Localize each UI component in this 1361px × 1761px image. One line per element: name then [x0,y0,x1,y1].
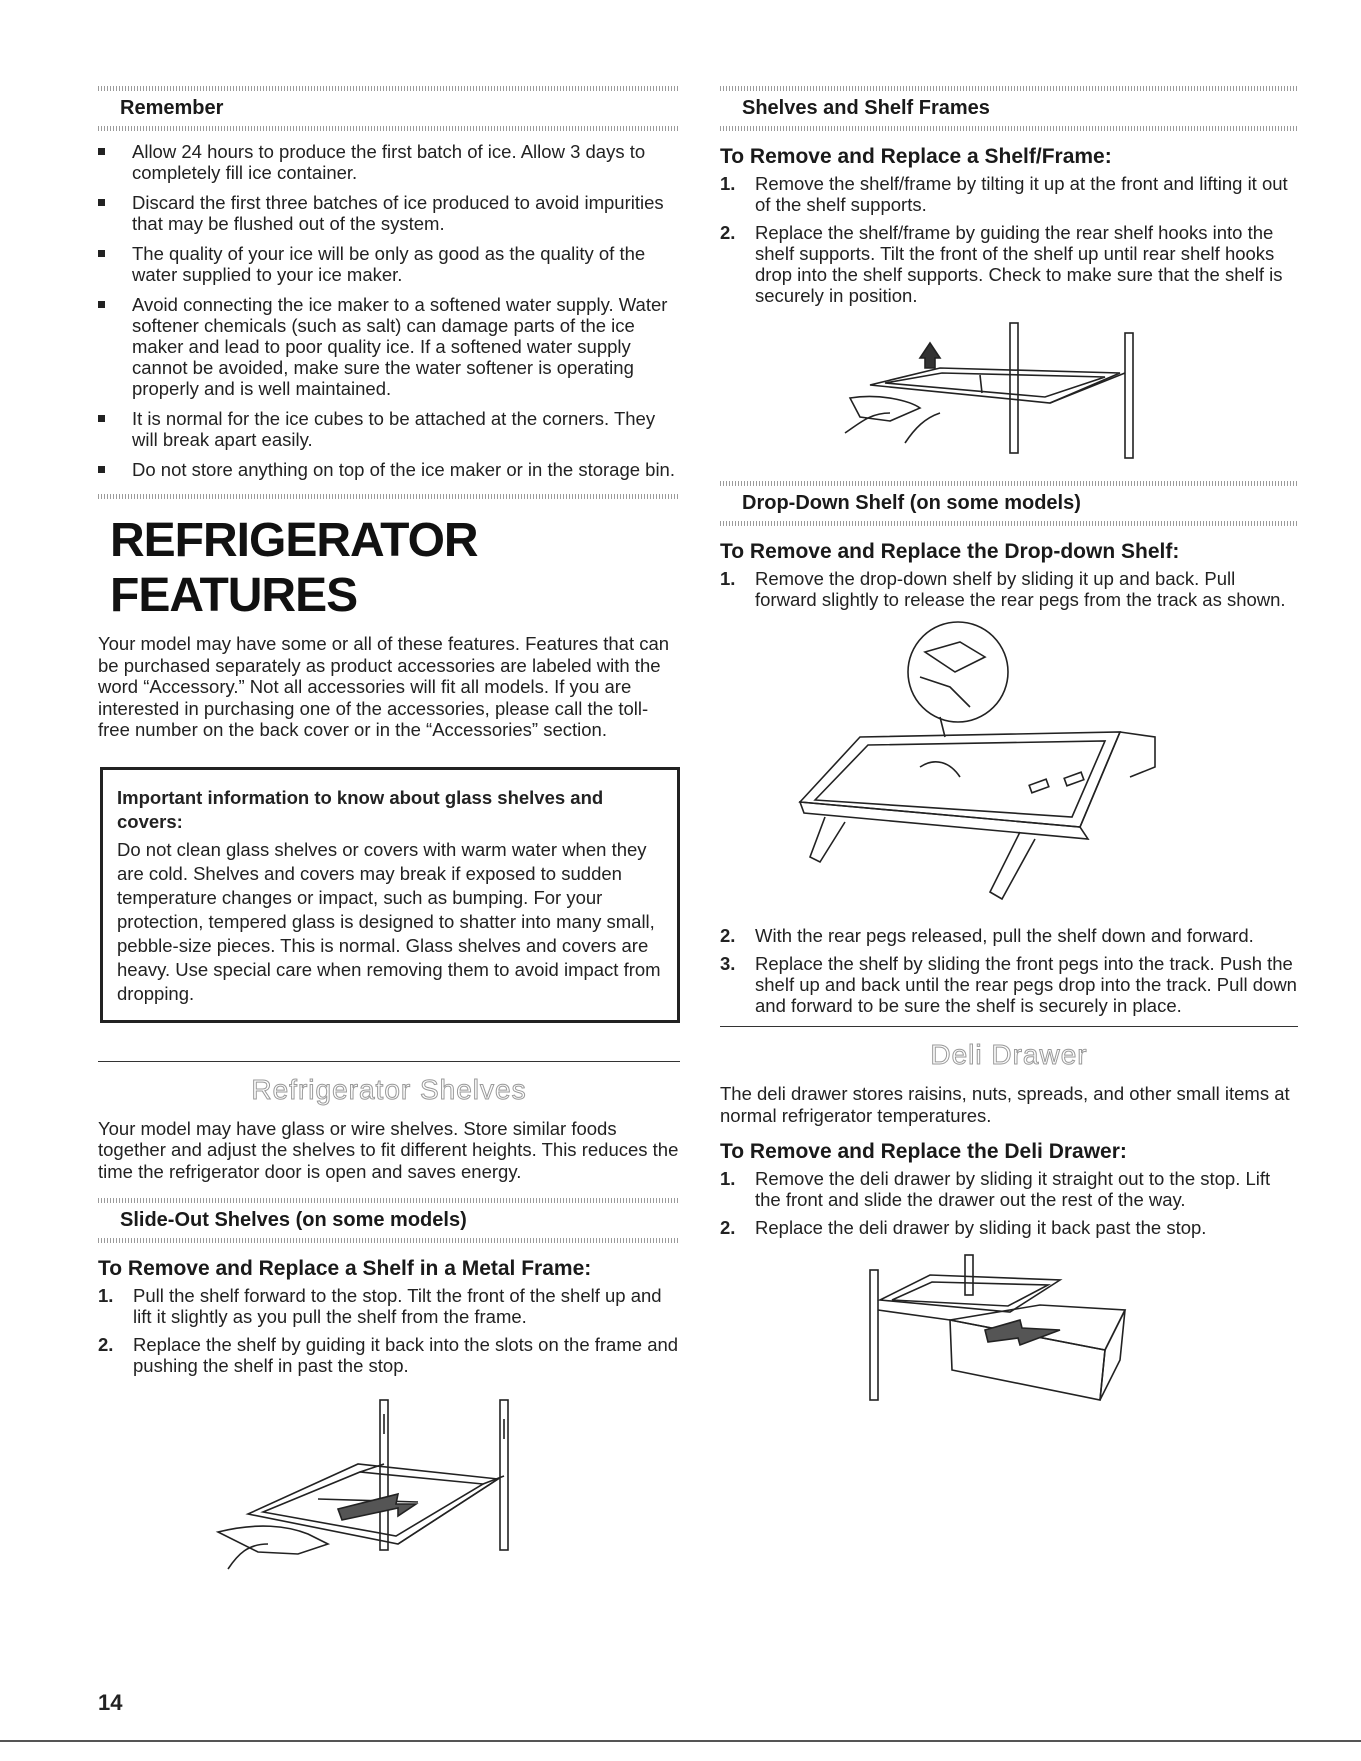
slideout-procedure: To Remove and Replace a Shelf in a Metal Frame: [98,1257,592,1280]
page-number: 14 [98,1690,123,1715]
important-text: Do not clean glass shelves or covers with warm water when they are cold. Shelves and covers may break if exposed to sudden temperature changes or impact, such as bumping. For your protection, tempered glass is designed to shatter into many small, pebble-size pieces. This is normal. Glass shelves and covers are heavy. Use special care when removing them to avoid impact from dropping. [117,838,661,1004]
remember-heading: Remember [120,97,224,119]
deli-drawer-illustration [720,1250,1298,1450]
slideout-shelf-illustration [98,1394,680,1584]
deli-procedure: To Remove and Replace the Deli Drawer: [720,1140,1127,1163]
list-item: Allow 24 hours to produce the first batch of ice. Allow 3 days to completely fill ice container. [98,141,680,183]
divider [98,1238,680,1243]
list-item: 1. Remove the drop-down shelf by sliding it up and back. Pull forward slightly to release the rear pegs from the track as shown. [720,568,1286,610]
list-item: Avoid connecting the ice maker to a softened water supply. Water softener chemicals (such as salt) can damage parts of the ice maker and lead to poor quality ice. If a softened water supply cannot be avoided, make sure the water softener is operating properly and is well maintained. [98,294,680,399]
list-item: 2. Replace the shelf/frame by guiding the rear shelf hooks into the shelf supports. Tilt the front of the shelf up until rear shelf hooks drop into the shelf supports. Check to make sure that the shelf is securely in position. [720,222,1283,306]
list-item: Discard the first three batches of ice produced to avoid impurities that may be flushed out of the system. [98,192,680,234]
list-item: 2. Replace the deli drawer by sliding it back past the stop. [720,1217,1207,1238]
frames-steps [720,173,1298,306]
list-item: 2. With the rear pegs released, pull the shelf down and forward. [720,925,1254,946]
list-item: 1. Remove the shelf/frame by tilting it up at the front and lifting it out of the shelf supports. [720,173,1288,215]
divider [720,521,1298,526]
shelves-title: Refrigerator Shelves [251,1073,527,1105]
remember-list [98,141,680,480]
bottom-rule [0,1740,1361,1742]
list-item: It is normal for the ice cubes to be attached at the corners. They will break apart easily. [98,408,680,450]
divider [98,126,680,131]
list-item: 3. Replace the shelf by sliding the front pegs into the track. Push the shelf up and back until the rear pegs drop into the track. Pull down and forward to be sure the shelf is securely in place. [720,953,1297,1016]
section-rule [720,1026,1298,1027]
important-box [100,767,680,1023]
list-item: 1. Pull the shelf forward to the stop. Tilt the front of the shelf up and lift it slightly as you pull the shelf from the frame. [98,1285,662,1327]
right-column [720,86,1298,1450]
slideout-heading: Slide-Out Shelves (on some models) [120,1209,467,1231]
dropdown-steps-b [720,925,1298,1016]
divider [98,494,680,499]
frames-heading: Shelves and Shelf Frames [742,97,990,119]
deli-intro: The deli drawer stores raisins, nuts, spreads, and other small items at normal refrigerator temperatures. [720,1083,1290,1126]
left-column [98,86,680,1584]
deli-steps [720,1168,1298,1238]
dropdown-procedure: To Remove and Replace the Drop-down Shelf: [720,540,1180,563]
divider [720,126,1298,131]
dropdown-steps-a [720,568,1298,610]
frames-procedure: To Remove and Replace a Shelf/Frame: [720,145,1112,168]
deli-title: Deli Drawer [930,1039,1088,1070]
important-heading: Important information to know about glass shelves and covers: [117,786,604,832]
section-rule [98,1061,680,1062]
shelf-frame-illustration [720,313,1298,463]
dropdown-heading: Drop-Down Shelf (on some models) [742,492,1081,514]
list-item: The quality of your ice will be only as good as the quality of the water supplied to your ice maker. [98,243,680,285]
dropdown-shelf-illustration [720,617,1298,917]
list-item: 1. Remove the deli drawer by sliding it straight out to the stop. Lift the front and slide the drawer out the rest of the way. [720,1168,1271,1210]
slideout-steps [98,1285,680,1376]
features-intro: Your model may have some or all of these features. Features that can be purchased separately as product accessories are labeled with the word “Accessory.” Not all accessories will fit all models. If you are interested in purchasing one of the accessories, please call the toll-free number on the back cover or in the “Accessories” section. [98,633,670,740]
list-item: Do not store anything on top of the ice maker or in the storage bin. [98,459,680,480]
shelves-intro: Your model may have glass or wire shelves. Store similar foods together and adjust the shelves to fit different heights. This reduces the time the refrigerator door is open and saves energy. [98,1117,679,1182]
page-title: REFRIGERATOR FEATURES [110,514,478,622]
list-item: 2. Replace the shelf by guiding it back into the slots on the frame and pushing the shelf in past the stop. [98,1334,679,1376]
